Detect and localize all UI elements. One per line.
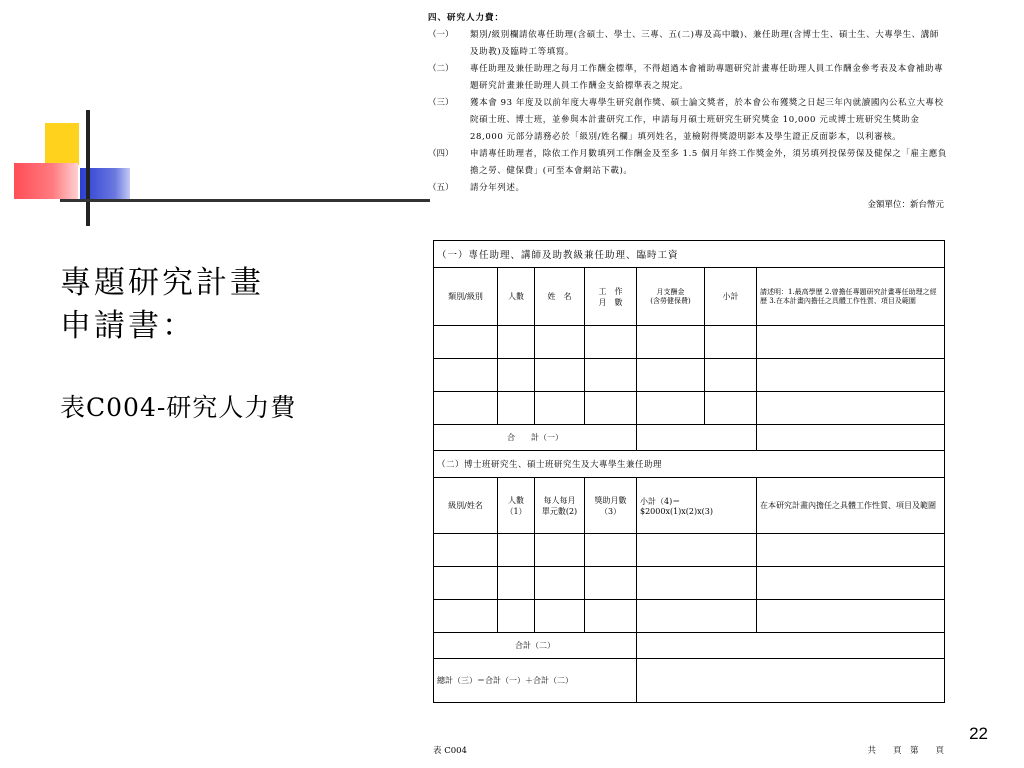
input-cell[interactable]	[705, 392, 757, 425]
instruction-item	[428, 180, 948, 197]
input-cell[interactable]	[498, 534, 535, 567]
input-cell[interactable]	[585, 534, 637, 567]
input-cell[interactable]	[705, 359, 757, 392]
instruction-item	[428, 27, 948, 61]
table-row	[434, 567, 945, 600]
input-cell[interactable]	[434, 534, 498, 567]
item-number: （二）	[428, 64, 454, 74]
input-cell[interactable]	[535, 600, 585, 633]
header-count: 人數 （1）	[498, 478, 535, 534]
input-cell[interactable]	[585, 567, 637, 600]
item-text: 專任助理及兼任助理之每月工作酬金標準，不得超過本會補助專題研究計畫專任助理人員工作酬金參考表及本會補助專題研究計畫兼任助理人員工作酬金支給標準表之規定。	[470, 64, 944, 91]
input-cell[interactable]	[637, 600, 757, 633]
decor-red-bar	[14, 163, 78, 199]
input-cell[interactable]	[434, 600, 498, 633]
page-counter: 共 頁 第 頁	[867, 746, 944, 756]
item-number: （五）	[428, 183, 454, 193]
instruction-item	[428, 61, 948, 95]
item-text: 類別/級別欄請依專任助理(含碩士、學士、三專、五(二)專及高中職)、兼任助理(含博士生、碩士生、大專學生、講師及助教)及臨時工等填寫。	[470, 30, 939, 57]
document-instructions	[428, 10, 948, 214]
decor-yellow-square	[45, 123, 79, 165]
page-number: 22	[969, 724, 988, 743]
header-grant-months: 獎助月數 （3）	[585, 478, 637, 534]
input-cell[interactable]	[585, 359, 637, 392]
input-cell[interactable]	[498, 567, 535, 600]
table-row	[434, 392, 945, 425]
subtotal-1-value[interactable]	[637, 425, 757, 451]
subtotal-2-value[interactable]	[637, 633, 945, 659]
input-cell[interactable]	[434, 359, 498, 392]
input-cell[interactable]	[757, 425, 945, 451]
form-code: 表 C004	[433, 746, 467, 756]
input-cell[interactable]	[585, 600, 637, 633]
header-name: 姓 名	[535, 268, 585, 326]
header-work-months: 工 作 月 數	[585, 268, 637, 326]
input-cell[interactable]	[535, 534, 585, 567]
slide-title	[60, 262, 264, 348]
document-footer	[433, 744, 944, 756]
input-cell[interactable]	[705, 326, 757, 359]
input-cell[interactable]	[535, 359, 585, 392]
input-cell[interactable]	[498, 600, 535, 633]
decor-vertical-line	[86, 110, 90, 226]
input-cell[interactable]	[757, 600, 945, 633]
title-line-2: 申請書：	[60, 308, 196, 344]
decor-horizontal-line	[60, 199, 430, 202]
item-number: （一）	[428, 30, 454, 40]
header-description: 在本研究計畫內擔任之具體工作性質、項目及範圍	[757, 478, 945, 534]
subtotal-2-label: 合計（二）	[434, 633, 637, 659]
instruction-item	[428, 95, 948, 146]
header-count: 人數	[498, 268, 535, 326]
header-subtotal: 小計	[705, 268, 757, 326]
input-cell[interactable]	[637, 359, 705, 392]
input-cell[interactable]	[757, 567, 945, 600]
item-text: 獲本會 93 年度及以前年度大專學生研究創作獎、碩士論文獎者，於本會公布獲獎之日起三年內就讀國內公私立大專校院碩士班、博士班，並參與本計畫研究工作，申請每月碩士班研究生研究獎金 10,000 元或博士班研究生獎助金 28,000 元部分請務必於「級別/姓名欄」填列姓名，並檢附得獎證明影本及學生證正反面影本，以利審核。	[470, 98, 944, 142]
header-category: 類別/級別	[434, 268, 498, 326]
input-cell[interactable]	[585, 326, 637, 359]
input-cell[interactable]	[757, 534, 945, 567]
item-number: （四）	[428, 149, 454, 159]
input-cell[interactable]	[637, 534, 757, 567]
input-cell[interactable]	[434, 392, 498, 425]
section2-title: （二）博士班研究生、碩士班研究生及大專學生兼任助理	[434, 451, 945, 478]
doc-heading: 四、研究人力費：	[428, 13, 505, 23]
header-monthly-salary: 月支酬金 (含勞健保費)	[637, 268, 705, 326]
input-cell[interactable]	[535, 567, 585, 600]
grand-total-value[interactable]	[637, 659, 945, 703]
table-row	[434, 326, 945, 359]
header-description: 請述明：1.最高學歷 2.曾擔任專題研究計畫專任助理之經歷 3.在本計畫內擔任之具體工作性質、項目及範圍	[757, 268, 945, 326]
title-line-1: 專題研究計畫	[60, 265, 264, 301]
input-cell[interactable]	[498, 326, 535, 359]
header-units: 每人每月 單元數(2)	[535, 478, 585, 534]
input-cell[interactable]	[637, 567, 757, 600]
slide-subtitle: 表C004-研究人力費	[60, 393, 297, 422]
input-cell[interactable]	[585, 392, 637, 425]
input-cell[interactable]	[434, 326, 498, 359]
item-text: 申請專任助理者，除依工作月數填列工作酬金及至多 1.5 個月年終工作獎金外，須另填列投保勞保及健保之「雇主應負擔之勞、健保費」(可至本會網站下載)。	[470, 149, 947, 176]
input-cell[interactable]	[498, 392, 535, 425]
personnel-cost-form	[433, 240, 945, 703]
input-cell[interactable]	[434, 567, 498, 600]
input-cell[interactable]	[535, 326, 585, 359]
input-cell[interactable]	[498, 359, 535, 392]
subtotal-1-label: 合 計（一）	[434, 425, 637, 451]
instruction-item	[428, 146, 948, 180]
table-row	[434, 600, 945, 633]
grand-total-label: 總計（三）＝合計（一）＋合計（二）	[434, 659, 637, 703]
input-cell[interactable]	[535, 392, 585, 425]
input-cell[interactable]	[757, 326, 945, 359]
section1-title: （一）專任助理、講師及助教級兼任助理、臨時工資	[434, 241, 945, 268]
table-row	[434, 534, 945, 567]
header-category-name: 級別/姓名	[434, 478, 498, 534]
header-subtotal-formula: 小計（4)＝ $2000x(1)x(2)x(3)	[637, 478, 757, 534]
item-text: 請分年列述。	[470, 183, 525, 193]
item-number: （三）	[428, 98, 454, 108]
input-cell[interactable]	[757, 359, 945, 392]
table-row	[434, 359, 945, 392]
input-cell[interactable]	[757, 392, 945, 425]
input-cell[interactable]	[637, 392, 705, 425]
currency-unit: 金額單位：新台幣元	[867, 200, 944, 210]
input-cell[interactable]	[637, 326, 705, 359]
